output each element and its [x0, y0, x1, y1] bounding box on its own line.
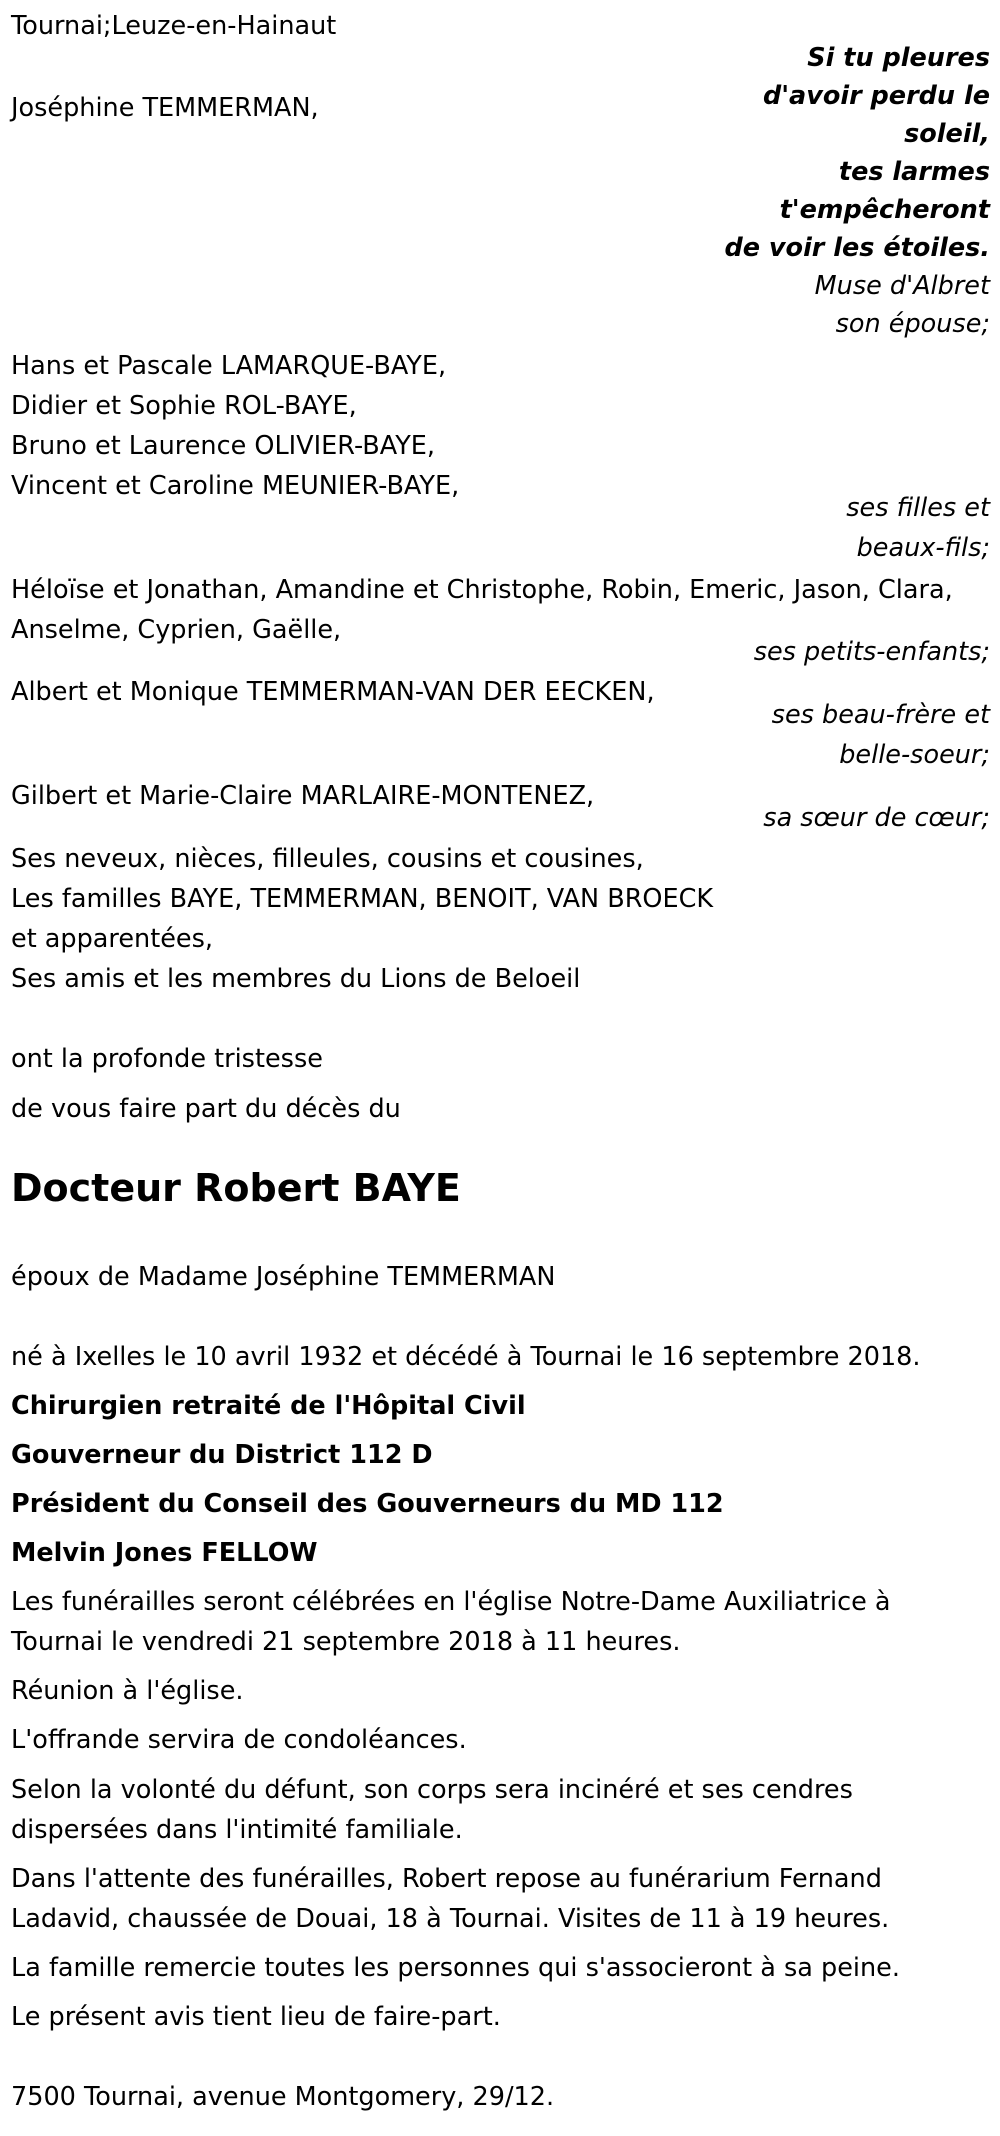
children-role: ses filles et	[846, 493, 990, 523]
grandchildren: Héloïse et Jonathan, Amandine et Christophe, Robin, Emeric, Jason, Clara,	[11, 575, 953, 605]
list-item: Bruno et Laurence OLIVIER-BAYE,	[11, 431, 435, 461]
funeral-info: Tournai le vendredi 21 septembre 2018 à 11 heures.	[11, 1627, 681, 1657]
grandchildren-role: ses petits-enfants;	[753, 637, 990, 667]
viewing: Dans l'attente des funérailles, Robert repose au funérarium Fernand	[11, 1864, 882, 1894]
inlaws-role: ses beau-frère et	[771, 700, 990, 730]
children-role: beaux-fils;	[856, 533, 990, 563]
poem-author: Muse d'Albret	[814, 271, 990, 301]
title-line: Melvin Jones FELLOW	[11, 1538, 318, 1568]
funeral-info: Les funérailles seront célébrées en l'église Notre-Dame Auxiliatrice à	[11, 1587, 891, 1617]
heart-sister-name: Gilbert et Marie-Claire MARLAIRE-MONTENEZ,	[11, 781, 595, 811]
list-item: Ses neveux, nièces, filleules, cousins et cousines,	[11, 844, 644, 874]
deceased-name: Docteur Robert BAYE	[11, 1166, 461, 1210]
poem-line: Si tu pleures	[807, 43, 990, 73]
spouse-name: Joséphine TEMMERMAN,	[11, 93, 319, 123]
list-item: Vincent et Caroline MEUNIER-BAYE,	[11, 471, 460, 501]
inlaws-role: belle-soeur;	[839, 740, 990, 770]
inlaws-name: Albert et Monique TEMMERMAN-VAN DER EECKEN,	[11, 677, 655, 707]
poem-line: tes larmes	[838, 157, 990, 187]
title-line: Président du Conseil des Gouverneurs du MD 112	[11, 1489, 724, 1519]
list-item: Didier et Sophie ROL-BAYE,	[11, 391, 357, 421]
birth-death: né à Ixelles le 10 avril 1932 et décédé à Tournai le 16 septembre 2018.	[11, 1342, 921, 1372]
spouse-line: époux de Madame Joséphine TEMMERMAN	[11, 1262, 556, 1292]
grandchildren: Anselme, Cyprien, Gaëlle,	[11, 615, 342, 645]
poem-line: t'empêcheront	[779, 195, 990, 225]
notice: Le présent avis tient lieu de faire-part.	[11, 2002, 501, 2032]
poem-line: de voir les étoiles.	[724, 233, 990, 263]
spouse-role: son épouse;	[835, 309, 990, 339]
cremation: dispersées dans l'intimité familiale.	[11, 1815, 463, 1845]
announcement-line: ont la profonde tristesse	[11, 1044, 323, 1074]
cremation: Selon la volonté du défunt, son corps sera incinéré et ses cendres	[11, 1775, 853, 1805]
thanks: La famille remercie toutes les personnes qui s'associeront à sa peine.	[11, 1953, 900, 1983]
heart-sister-role: sa sœur de cœur;	[763, 803, 990, 833]
offering: L'offrande servira de condoléances.	[11, 1725, 467, 1755]
gathering: Réunion à l'église.	[11, 1676, 244, 1706]
list-item: Ses amis et les membres du Lions de Beloeil	[11, 964, 581, 994]
header-location: Tournai;Leuze-en-Hainaut	[11, 11, 337, 41]
address: 7500 Tournai, avenue Montgomery, 29/12.	[11, 2082, 555, 2112]
poem-line: d'avoir perdu le	[762, 81, 990, 111]
title-line: Chirurgien retraité de l'Hôpital Civil	[11, 1391, 526, 1421]
title-line: Gouverneur du District 112 D	[11, 1440, 433, 1470]
viewing: Ladavid, chaussée de Douai, 18 à Tournai. Visites de 11 à 19 heures.	[11, 1904, 890, 1934]
list-item: Hans et Pascale LAMARQUE-BAYE,	[11, 351, 447, 381]
list-item: et apparentées,	[11, 924, 213, 954]
announcement-line: de vous faire part du décès du	[11, 1094, 401, 1124]
list-item: Les familles BAYE, TEMMERMAN, BENOIT, VAN BROECK	[11, 884, 714, 914]
poem-line: soleil,	[904, 119, 990, 149]
